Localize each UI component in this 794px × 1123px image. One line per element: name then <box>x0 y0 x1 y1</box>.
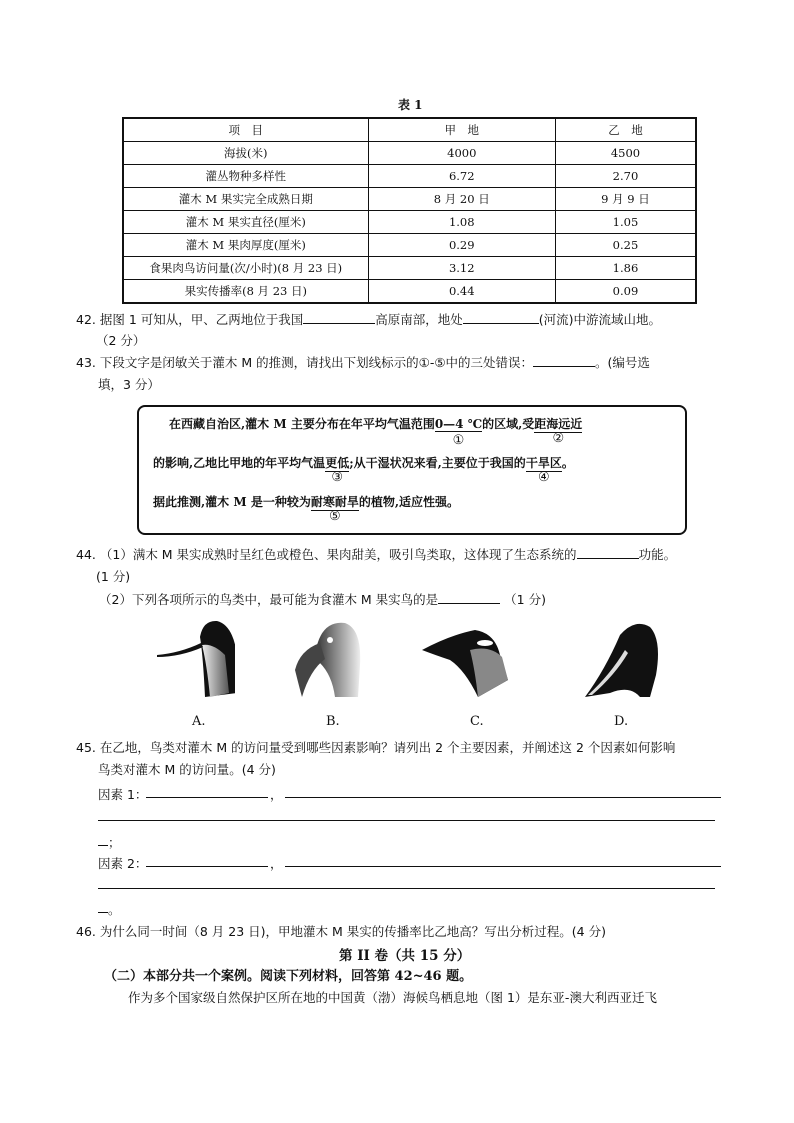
table-row <box>123 165 696 188</box>
section-title: 第 II 卷（共 15 分） <box>339 948 471 964</box>
question-text: 。(编号选 <box>595 355 650 370</box>
semicolon: ； <box>108 835 121 850</box>
bird-c-image[interactable] <box>420 625 515 700</box>
factor-2-label: 因素 2： <box>98 856 148 871</box>
data-table <box>122 117 697 304</box>
option-c-label[interactable]: C. <box>470 714 484 729</box>
answer-blank[interactable] <box>438 590 500 604</box>
factor-2-name-blank[interactable] <box>146 866 268 867</box>
table-cell: 2.70 <box>555 165 696 188</box>
score-label: （1 分) <box>504 592 546 607</box>
question-44 <box>76 545 676 563</box>
question-number: 45. <box>76 740 96 755</box>
table-header-cell: 项 目 <box>123 118 368 142</box>
question-number: 42. <box>76 312 96 327</box>
table-cell: 海拔(米) <box>123 142 368 165</box>
box-text: ;从干湿状况来看,主要位于我国的 <box>349 456 526 470</box>
underline-2 <box>534 415 583 446</box>
period: 。 <box>108 902 121 917</box>
table-cell: 9 月 9 日 <box>555 188 696 211</box>
marker-1: ① <box>452 433 465 448</box>
question-text: 在乙地，鸟类对灌木 M 的访问量受到哪些因素影响？请列出 2 个主要因素，并阐述这 2 个因素如何影响 <box>99 740 676 755</box>
question-text: 高原南部，地处 <box>375 312 463 327</box>
bird-d-image[interactable] <box>580 615 665 700</box>
bird-a-image[interactable] <box>155 615 235 700</box>
table-row <box>123 142 696 165</box>
question-text: 据图 1 可知从，甲、乙两地位于我国 <box>99 312 304 327</box>
question-text: 鸟类对灌木 M 的访问量。(4 分) <box>98 762 276 777</box>
table-cell: 果实传播率(8 月 23 日) <box>123 280 368 304</box>
underline-1 <box>434 417 483 448</box>
comma: ， <box>270 787 283 802</box>
box-text: 的植物,适应性强。 <box>358 495 460 509</box>
question-44-2 <box>99 590 546 608</box>
table-row <box>123 211 696 234</box>
table-cell: 8 月 20 日 <box>368 188 555 211</box>
section-instruction: （二）本部分共一个案例。阅读下列材料，回答第 42~46 题。 <box>104 969 473 984</box>
question-text: 填，3 分） <box>98 377 160 392</box>
marker-3: ③ <box>331 470 344 485</box>
underlined-text: 更低 <box>325 456 350 470</box>
table-cell: 4500 <box>555 142 696 165</box>
table-cell: 0.29 <box>368 234 555 257</box>
table-cell: 灌丛物种多样性 <box>123 165 368 188</box>
table-header-row <box>123 118 696 142</box>
question-42 <box>76 310 661 328</box>
table-row <box>123 257 696 280</box>
factor-1-explanation-blank-2[interactable] <box>98 820 715 821</box>
question-text: (河流)中游流域山地。 <box>538 312 662 327</box>
underline-5 <box>310 493 359 524</box>
factor-1-name-blank[interactable] <box>146 797 268 798</box>
answer-blank[interactable] <box>533 353 595 367</box>
answer-blank[interactable] <box>303 310 375 324</box>
table-row <box>123 234 696 257</box>
table-cell: 食果肉鸟访问量(次/小时)(8 月 23 日) <box>123 257 368 280</box>
question-number: 44. <box>76 547 96 562</box>
box-text: 的影响,乙地比甲地的年平均气温 <box>153 456 326 470</box>
box-line-2 <box>153 454 574 485</box>
question-text: （2）下列各项所示的鸟类中，最可能为食灌木 M 果实鸟的是 <box>99 592 439 607</box>
table-cell: 0.09 <box>555 280 696 304</box>
factor-1-end-blank[interactable] <box>98 845 108 846</box>
underlined-text: 0—4 ℃ <box>434 417 483 431</box>
question-text: （1）满木 M 果实成熟时呈红色或橙色、果肉甜美，吸引鸟类取，这体现了生态系统的 <box>99 547 577 562</box>
option-b-label[interactable]: B. <box>326 714 340 729</box>
score-label: （2 分） <box>96 333 146 348</box>
box-text: 据此推测,灌木 M 是一种较为 <box>153 495 311 509</box>
question-46 <box>76 922 606 940</box>
table-caption: 表 1 <box>398 98 423 112</box>
table-cell: 4000 <box>368 142 555 165</box>
underlined-text: 距海远近 <box>534 417 583 431</box>
factor-1-label: 因素 1： <box>98 787 148 802</box>
box-text: 在西藏自治区,灌木 M 主要分布在年平均气温范围 <box>169 417 435 431</box>
answer-blank[interactable] <box>463 310 539 324</box>
option-d-label[interactable]: D. <box>614 714 629 729</box>
table-cell: 灌木 M 果肉厚度(厘米) <box>123 234 368 257</box>
table-cell: 3.12 <box>368 257 555 280</box>
box-line-1 <box>169 415 583 448</box>
underlined-text: 干旱区 <box>525 456 562 470</box>
factor-2-explanation-blank-2[interactable] <box>98 888 715 889</box>
marker-4: ④ <box>537 470 550 485</box>
underlined-text: 耐寒耐旱 <box>310 495 359 509</box>
table-row <box>123 280 696 304</box>
marker-5: ⑤ <box>329 509 341 524</box>
table-cell: 灌木 M 果实完全成熟日期 <box>123 188 368 211</box>
question-45 <box>76 738 675 756</box>
table-cell: 0.25 <box>555 234 696 257</box>
answer-blank[interactable] <box>577 545 639 559</box>
question-text: 下段文字是闭敏关于灌木 M 的推测，请找出下划线标示的①-⑤中的三处错误： <box>99 355 534 370</box>
material-paragraph: 作为多个国家级自然保护区所在地的中国黄（渤）海候鸟栖息地（图 1）是东亚-澳大利西亚迁飞 <box>128 990 657 1005</box>
factor-2-explanation-blank[interactable] <box>285 866 721 867</box>
factor-2-end-blank[interactable] <box>98 912 108 913</box>
factor-1-explanation-blank[interactable] <box>285 797 721 798</box>
question-text: 功能。 <box>638 547 677 562</box>
question-number: 46. <box>76 924 96 939</box>
underline-4 <box>525 454 562 485</box>
table-cell: 1.08 <box>368 211 555 234</box>
box-text: 。 <box>561 456 574 470</box>
underline-3 <box>325 454 350 485</box>
table-header-cell: 甲 地 <box>368 118 555 142</box>
box-text: 的区域,受 <box>482 417 535 431</box>
bird-b-image[interactable] <box>290 615 375 700</box>
table-cell: 0.44 <box>368 280 555 304</box>
table-row <box>123 188 696 211</box>
table-cell: 6.72 <box>368 165 555 188</box>
question-number: 43. <box>76 355 96 370</box>
comma: ， <box>270 856 283 871</box>
question-text: 为什么同一时间（8 月 23 日)，甲地灌木 M 果实的传播率比乙地高？写出分析过程。(4 分) <box>99 924 606 939</box>
box-line-3 <box>153 493 460 524</box>
score-label: (1 分) <box>96 569 131 584</box>
marker-2: ② <box>552 431 565 446</box>
option-a-label[interactable]: A. <box>192 714 206 729</box>
inference-box <box>137 405 687 535</box>
table-cell: 1.86 <box>555 257 696 280</box>
table-cell: 1.05 <box>555 211 696 234</box>
question-43 <box>76 353 650 371</box>
table-cell: 灌木 M 果实直径(厘米) <box>123 211 368 234</box>
table-header-cell: 乙 地 <box>555 118 696 142</box>
